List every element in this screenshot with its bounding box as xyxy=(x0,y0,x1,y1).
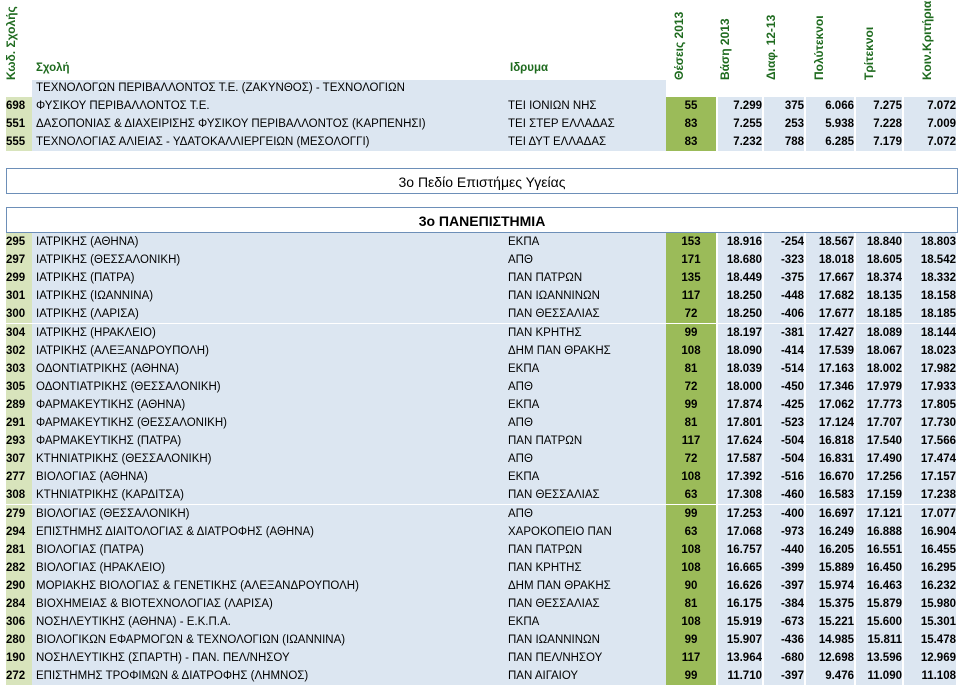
school-name-cell: ΙΑΤΡΙΚΗΣ (ΠΑΤΡΑ) xyxy=(32,269,506,287)
general-criteria-cell: 18.144 xyxy=(904,324,956,342)
multi-children-cell: 5.938 xyxy=(806,115,854,133)
multi-children-cell: 17.427 xyxy=(806,324,854,342)
three-children-cell: 7.228 xyxy=(856,115,902,133)
institution-cell: ΠΑΝ ΘΕΣΣΑΛΙΑΣ xyxy=(504,595,670,613)
school-name-cell: ΒΙΟΛΟΓΙΚΩΝ ΕΦΑΡΜΟΓΩΝ & ΤΕΧΝΟΛΟΓΙΩΝ (ΙΩΑΝΝΙΝΑ) xyxy=(32,631,506,649)
three-children-cell: 18.089 xyxy=(856,324,902,342)
table-row[interactable] xyxy=(0,432,960,450)
code-cell: 294 xyxy=(6,523,32,541)
code-cell: 302 xyxy=(6,342,32,360)
base-score-cell: 17.308 xyxy=(718,486,762,504)
difference-cell: -514 xyxy=(764,360,804,378)
difference-cell: -254 xyxy=(764,233,804,251)
institution-cell: ΠΑΝ ΚΡΗΤΗΣ xyxy=(504,559,670,577)
positions-cell: 90 xyxy=(666,577,716,595)
table-row[interactable] xyxy=(0,378,960,396)
three-children-cell: 17.121 xyxy=(856,505,902,523)
multi-children-cell: 6.066 xyxy=(806,97,854,115)
code-cell: 304 xyxy=(6,324,32,342)
school-name-cell: ΒΙΟΛΟΓΙΑΣ (ΠΑΤΡΑ) xyxy=(32,541,506,559)
multi-children-cell: 14.985 xyxy=(806,631,854,649)
base-score-cell: 18.250 xyxy=(718,305,762,323)
school-name-cell: ΟΔΟΝΤΙΑΤΡΙΚΗΣ (ΘΕΣΣΑΛΟΝΙΚΗ) xyxy=(32,378,506,396)
difference-cell: -375 xyxy=(764,269,804,287)
base-score-cell: 17.253 xyxy=(718,505,762,523)
base-score-cell: 17.624 xyxy=(718,432,762,450)
base-score-cell: 7.255 xyxy=(718,115,762,133)
three-children-cell: 15.879 xyxy=(856,595,902,613)
positions-cell: 99 xyxy=(666,667,716,685)
table-row[interactable] xyxy=(0,305,960,323)
positions-cell: 99 xyxy=(666,631,716,649)
table-row[interactable] xyxy=(0,133,960,151)
three-children-cell: 11.090 xyxy=(856,667,902,685)
positions-cell: 99 xyxy=(666,505,716,523)
base-score-cell: 18.090 xyxy=(718,342,762,360)
positions-cell: 81 xyxy=(666,595,716,613)
multi-children-cell: 17.667 xyxy=(806,269,854,287)
three-children-cell: 18.185 xyxy=(856,305,902,323)
table-row[interactable] xyxy=(0,251,960,269)
base-score-cell: 18.250 xyxy=(718,287,762,305)
school-name-cell: ΒΙΟΛΟΓΙΑΣ (ΑΘΗΝΑ) xyxy=(32,468,506,486)
header-diff: Διαφ. 12-13 xyxy=(764,14,778,80)
code-cell: 293 xyxy=(6,432,32,450)
school-name-cell: ΙΑΤΡΙΚΗΣ (ΛΑΡΙΣΑ) xyxy=(32,305,506,323)
multi-children-cell: 16.249 xyxy=(806,523,854,541)
table-row[interactable] xyxy=(0,360,960,378)
base-score-cell: 18.000 xyxy=(718,378,762,396)
three-children-cell: 15.811 xyxy=(856,631,902,649)
general-criteria-cell: 17.238 xyxy=(904,486,956,504)
school-name-line1: ΤΕΧΝΟΛΟΓΩΝ ΠΕΡΙΒΑΛΛΟΝΤΟΣ Τ.Ε. (ΖΑΚΥΝΘΟΣ) - ΤΕΧΝΟΛΟΓΙΩΝ xyxy=(32,80,506,97)
school-name-cell: ΙΑΤΡΙΚΗΣ (ΙΩΑΝΝΙΝΑ) xyxy=(32,287,506,305)
three-children-cell: 16.551 xyxy=(856,541,902,559)
base-score-cell: 16.665 xyxy=(718,559,762,577)
positions-cell: 63 xyxy=(666,523,716,541)
table-row[interactable] xyxy=(0,559,960,577)
three-children-cell: 17.490 xyxy=(856,450,902,468)
institution-cell: ΑΠΘ xyxy=(504,450,670,468)
difference-cell: 788 xyxy=(764,133,804,151)
general-criteria-cell: 17.982 xyxy=(904,360,956,378)
table-row xyxy=(0,80,960,97)
three-children-cell: 16.888 xyxy=(856,523,902,541)
three-children-cell: 17.159 xyxy=(856,486,902,504)
table-row[interactable] xyxy=(0,667,960,685)
general-criteria-cell: 18.158 xyxy=(904,287,956,305)
header-base: Βάση 2013 xyxy=(718,18,732,80)
code-cell: 299 xyxy=(6,269,32,287)
code-cell: 301 xyxy=(6,287,32,305)
three-children-cell: 17.979 xyxy=(856,378,902,396)
school-name-cell: ΒΙΟΛΟΓΙΑΣ (ΘΕΣΣΑΛΟΝΙΚΗ) xyxy=(32,505,506,523)
difference-cell: -450 xyxy=(764,378,804,396)
positions-cell: 108 xyxy=(666,559,716,577)
multi-children-cell: 6.285 xyxy=(806,133,854,151)
base-score-cell: 15.907 xyxy=(718,631,762,649)
institution-cell: ΔΗΜ ΠΑΝ ΘΡΑΚΗΣ xyxy=(504,577,670,595)
school-name-cell: ΕΠΙΣΤΗΜΗΣ ΔΙΑΙΤΟΛΟΓΙΑΣ & ΔΙΑΤΡΟΦΗΣ (ΑΘΗΝΑ) xyxy=(32,523,506,541)
difference-cell: -414 xyxy=(764,342,804,360)
table-row[interactable] xyxy=(0,396,960,414)
general-criteria-cell: 17.566 xyxy=(904,432,956,450)
table-row[interactable] xyxy=(0,631,960,649)
general-criteria-cell: 12.969 xyxy=(904,649,956,667)
table-row[interactable] xyxy=(0,233,960,251)
school-name-cell: ΜΟΡΙΑΚΗΣ ΒΙΟΛΟΓΙΑΣ & ΓΕΝΕΤΙΚΗΣ (ΑΛΕΞΑΝΔΡΟΥΠΟΛΗ) xyxy=(32,577,506,595)
general-criteria-cell: 18.023 xyxy=(904,342,956,360)
multi-children-cell: 15.889 xyxy=(806,559,854,577)
institution-cell: ΠΑΝ ΠΑΤΡΩΝ xyxy=(504,432,670,450)
table-row[interactable] xyxy=(0,468,960,486)
general-criteria-cell: 17.933 xyxy=(904,378,956,396)
multi-children-cell: 12.698 xyxy=(806,649,854,667)
code-cell: 308 xyxy=(6,486,32,504)
institution-cell: ΤΕΙ ΣΤΕΡ ΕΛΛΑΔΑΣ xyxy=(504,115,670,133)
school-name-cell: ΕΠΙΣΤΗΜΗΣ ΤΡΟΦΙΜΩΝ & ΔΙΑΤΡΟΦΗΣ (ΛΗΜΝΟΣ) xyxy=(32,667,506,685)
code-cell: 289 xyxy=(6,396,32,414)
school-name-cell: ΦΥΣΙΚΟΥ ΠΕΡΙΒΑΛΛΟΝΤΟΣ Τ.Ε. xyxy=(32,97,506,115)
school-name-cell: ΒΙΟΛΟΓΙΑΣ (ΗΡΑΚΛΕΙΟ) xyxy=(32,559,506,577)
multi-children-cell: 18.567 xyxy=(806,233,854,251)
difference-cell: -323 xyxy=(764,251,804,269)
code-cell: 290 xyxy=(6,577,32,595)
general-criteria-cell: 18.542 xyxy=(904,251,956,269)
difference-cell: -448 xyxy=(764,287,804,305)
three-children-cell: 18.605 xyxy=(856,251,902,269)
header-triple: Τρίτεκνοι xyxy=(862,26,876,80)
institution-cell: ΑΠΘ xyxy=(504,378,670,396)
code-cell: 551 xyxy=(6,115,32,133)
school-name-cell: ΒΙΟΧΗΜΕΙΑΣ & ΒΙΟΤΕΧΝΟΛΟΓΙΑΣ (ΛΑΡΙΣΑ) xyxy=(32,595,506,613)
positions-cell: 135 xyxy=(666,269,716,287)
difference-cell: 375 xyxy=(764,97,804,115)
difference-cell: -460 xyxy=(764,486,804,504)
multi-children-cell: 17.539 xyxy=(806,342,854,360)
multi-children-cell: 15.974 xyxy=(806,577,854,595)
base-score-cell: 18.197 xyxy=(718,324,762,342)
multi-children-cell: 16.205 xyxy=(806,541,854,559)
section-field-title: 3ο Πεδίο Επιστήμες Υγείας xyxy=(6,168,958,194)
difference-cell: -673 xyxy=(764,613,804,631)
header-code: Κωδ. Σχολής xyxy=(4,6,18,80)
positions-cell: 55 xyxy=(666,97,716,115)
multi-children-cell: 16.818 xyxy=(806,432,854,450)
positions-cell: 117 xyxy=(666,287,716,305)
difference-cell: -440 xyxy=(764,541,804,559)
general-criteria-cell: 15.980 xyxy=(904,595,956,613)
difference-cell: 253 xyxy=(764,115,804,133)
school-name-cell: ΙΑΤΡΙΚΗΣ (ΘΕΣΣΑΛΟΝΙΚΗ) xyxy=(32,251,506,269)
institution-cell: ΠΑΝ ΙΩΑΝΝΙΝΩΝ xyxy=(504,287,670,305)
positions-cell: 108 xyxy=(666,468,716,486)
general-criteria-cell: 17.474 xyxy=(904,450,956,468)
table-row[interactable] xyxy=(0,486,960,504)
code-cell: 281 xyxy=(6,541,32,559)
general-criteria-cell: 17.077 xyxy=(904,505,956,523)
school-name-cell: ΚΤΗΝΙΑΤΡΙΚΗΣ (ΘΕΣΣΑΛΟΝΙΚΗ) xyxy=(32,450,506,468)
base-score-cell: 17.874 xyxy=(718,396,762,414)
base-score-cell: 16.757 xyxy=(718,541,762,559)
general-criteria-cell: 16.904 xyxy=(904,523,956,541)
multi-children-cell: 17.124 xyxy=(806,414,854,432)
table-row[interactable] xyxy=(0,287,960,305)
code-cell: 295 xyxy=(6,233,32,251)
table-row[interactable] xyxy=(0,115,960,133)
institution-cell: ΠΑΝ ΠΑΤΡΩΝ xyxy=(504,269,670,287)
table-row[interactable] xyxy=(0,414,960,432)
base-score-cell: 13.964 xyxy=(718,649,762,667)
code-cell: 277 xyxy=(6,468,32,486)
institution-cell: ΠΑΝ ΚΡΗΤΗΣ xyxy=(504,324,670,342)
table-row[interactable] xyxy=(0,523,960,541)
base-score-cell: 7.232 xyxy=(718,133,762,151)
institution-cell: ΕΚΠΑ xyxy=(504,396,670,414)
general-criteria-cell: 11.108 xyxy=(904,667,956,685)
difference-cell: -436 xyxy=(764,631,804,649)
positions-cell: 72 xyxy=(666,305,716,323)
base-score-cell: 17.392 xyxy=(718,468,762,486)
institution-cell: ΠΑΝ ΘΕΣΣΑΛΙΑΣ xyxy=(504,305,670,323)
institution-cell: ΔΗΜ ΠΑΝ ΘΡΑΚΗΣ xyxy=(504,342,670,360)
multi-children-cell: 17.677 xyxy=(806,305,854,323)
table-row[interactable] xyxy=(0,450,960,468)
table-row[interactable] xyxy=(0,97,960,115)
general-criteria-cell: 17.805 xyxy=(904,396,956,414)
base-score-cell: 17.587 xyxy=(718,450,762,468)
base-score-cell: 11.710 xyxy=(718,667,762,685)
school-name-cell: ΔΑΣΟΠΟΝΙΑΣ & ΔΙΑΧΕΙΡΙΣΗΣ ΦΥΣΙΚΟΥ ΠΕΡΙΒΑΛΛΟΝΤΟΣ (ΚΑΡΠΕΝΗΣΙ) xyxy=(32,115,506,133)
code-cell: 282 xyxy=(6,559,32,577)
table-row[interactable] xyxy=(0,613,960,631)
institution-cell: ΧΑΡΟΚΟΠΕΙΟ ΠΑΝ xyxy=(504,523,670,541)
general-criteria-cell: 18.332 xyxy=(904,269,956,287)
positions-cell: 83 xyxy=(666,133,716,151)
general-criteria-cell: 7.072 xyxy=(904,97,956,115)
multi-children-cell: 15.375 xyxy=(806,595,854,613)
difference-cell: -381 xyxy=(764,324,804,342)
institution-cell: ΠΑΝ ΠΑΤΡΩΝ xyxy=(504,541,670,559)
base-score-cell: 7.299 xyxy=(718,97,762,115)
code-cell: 303 xyxy=(6,360,32,378)
multi-children-cell: 17.346 xyxy=(806,378,854,396)
general-criteria-cell: 16.232 xyxy=(904,577,956,595)
institution-cell: ΕΚΠΑ xyxy=(504,233,670,251)
general-criteria-cell: 15.301 xyxy=(904,613,956,631)
multi-children-cell: 18.018 xyxy=(806,251,854,269)
general-criteria-cell: 16.455 xyxy=(904,541,956,559)
difference-cell: -406 xyxy=(764,305,804,323)
multi-children-cell: 17.682 xyxy=(806,287,854,305)
three-children-cell: 18.135 xyxy=(856,287,902,305)
code-cell: 307 xyxy=(6,450,32,468)
header-general: Κοιν.Κριτήρια xyxy=(920,0,934,80)
positions-cell: 153 xyxy=(666,233,716,251)
school-name-cell: ΦΑΡΜΑΚΕΥΤΙΚΗΣ (ΑΘΗΝΑ) xyxy=(32,396,506,414)
institution-cell: ΤΕΙ ΔΥΤ ΕΛΛΑΔΑΣ xyxy=(504,133,670,151)
base-score-cell: 17.068 xyxy=(718,523,762,541)
multi-children-cell: 17.163 xyxy=(806,360,854,378)
school-name-cell: ΤΕΧΝΟΛΟΓΙΑΣ ΑΛΙΕΙΑΣ - ΥΔΑΤΟΚΑΛΛΙΕΡΓΕΙΩΝ (ΜΕΣΟΛΟΓΓΙ) xyxy=(32,133,506,151)
base-score-cell: 18.680 xyxy=(718,251,762,269)
header-positions: Θέσεις 2013 xyxy=(672,11,686,80)
positions-cell: 99 xyxy=(666,324,716,342)
difference-cell: -400 xyxy=(764,505,804,523)
table-header xyxy=(0,0,960,80)
school-name-cell: ΦΑΡΜΑΚΕΥΤΙΚΗΣ (ΠΑΤΡΑ) xyxy=(32,432,506,450)
base-score-cell: 18.449 xyxy=(718,269,762,287)
positions-cell: 108 xyxy=(666,342,716,360)
general-criteria-cell: 16.295 xyxy=(904,559,956,577)
difference-cell: -504 xyxy=(764,450,804,468)
difference-cell: -680 xyxy=(764,649,804,667)
difference-cell: -516 xyxy=(764,468,804,486)
difference-cell: -425 xyxy=(764,396,804,414)
header-multi: Πολύτεκνοι xyxy=(812,15,826,80)
code-cell: 306 xyxy=(6,613,32,631)
institution-cell: ΑΠΘ xyxy=(504,251,670,269)
institution-cell: ΠΑΝ ΑΙΓΑΙΟΥ xyxy=(504,667,670,685)
code-cell: 305 xyxy=(6,378,32,396)
three-children-cell: 15.600 xyxy=(856,613,902,631)
three-children-cell: 18.002 xyxy=(856,360,902,378)
institution-cell: ΕΚΠΑ xyxy=(504,613,670,631)
three-children-cell: 18.374 xyxy=(856,269,902,287)
three-children-cell: 17.773 xyxy=(856,396,902,414)
positions-cell: 83 xyxy=(666,115,716,133)
three-children-cell: 18.067 xyxy=(856,342,902,360)
positions-cell: 81 xyxy=(666,360,716,378)
multi-children-cell: 9.476 xyxy=(806,667,854,685)
institution-cell: ΕΚΠΑ xyxy=(504,468,670,486)
multi-children-cell: 15.221 xyxy=(806,613,854,631)
table-row[interactable] xyxy=(0,342,960,360)
three-children-cell: 17.707 xyxy=(856,414,902,432)
general-criteria-cell: 17.730 xyxy=(904,414,956,432)
three-children-cell: 16.463 xyxy=(856,577,902,595)
general-criteria-cell: 18.185 xyxy=(904,305,956,323)
code-cell: 190 xyxy=(6,649,32,667)
three-children-cell: 7.275 xyxy=(856,97,902,115)
three-children-cell: 13.596 xyxy=(856,649,902,667)
school-name-cell: ΟΔΟΝΤΙΑΤΡΙΚΗΣ (ΑΘΗΝΑ) xyxy=(32,360,506,378)
code-cell: 291 xyxy=(6,414,32,432)
table-row[interactable] xyxy=(0,269,960,287)
difference-cell: -523 xyxy=(764,414,804,432)
institution-cell: ΠΑΝ ΙΩΑΝΝΙΝΩΝ xyxy=(504,631,670,649)
table-row[interactable] xyxy=(0,324,960,342)
institution-cell: ΑΠΘ xyxy=(504,414,670,432)
code-cell: 279 xyxy=(6,505,32,523)
three-children-cell: 16.450 xyxy=(856,559,902,577)
general-criteria-cell: 18.803 xyxy=(904,233,956,251)
table-row[interactable] xyxy=(0,595,960,613)
multi-children-cell: 16.831 xyxy=(806,450,854,468)
institution-cell: ΤΕΙ ΙΟΝΙΩΝ ΝΗΣ xyxy=(504,97,670,115)
positions-cell: 108 xyxy=(666,541,716,559)
multi-children-cell: 16.583 xyxy=(806,486,854,504)
code-cell: 555 xyxy=(6,133,32,151)
school-name-cell: ΙΑΤΡΙΚΗΣ (ΗΡΑΚΛΕΙΟ) xyxy=(32,324,506,342)
code-cell: 272 xyxy=(6,667,32,685)
school-name-cell: ΚΤΗΝΙΑΤΡΙΚΗΣ (ΚΑΡΔΙΤΣΑ) xyxy=(32,486,506,504)
positions-cell: 117 xyxy=(666,432,716,450)
difference-cell: -973 xyxy=(764,523,804,541)
institution-cell: ΠΑΝ ΠΕΛ/ΝΗΣΟΥ xyxy=(504,649,670,667)
school-name-cell: ΦΑΡΜΑΚΕΥΤΙΚΗΣ (ΘΕΣΣΑΛΟΝΙΚΗ) xyxy=(32,414,506,432)
positions-cell: 108 xyxy=(666,613,716,631)
general-criteria-cell: 17.157 xyxy=(904,468,956,486)
header-school: Σχολή xyxy=(36,62,70,74)
school-name-cell: ΝΟΣΗΛΕΥΤΙΚΗΣ (ΣΠΑΡΤΗ) - ΠΑΝ. ΠΕΛ/ΝΗΣΟΥ xyxy=(32,649,506,667)
general-criteria-cell: 7.009 xyxy=(904,115,956,133)
institution-cell: ΑΠΘ xyxy=(504,505,670,523)
three-children-cell: 7.179 xyxy=(856,133,902,151)
table-row[interactable] xyxy=(0,577,960,595)
positions-cell: 72 xyxy=(666,378,716,396)
section-university-title: 3ο ΠΑΝΕΠΙΣΤΗΜΙΑ xyxy=(6,207,958,233)
positions-cell: 99 xyxy=(666,396,716,414)
school-name-cell: ΙΑΤΡΙΚΗΣ (ΑΘΗΝΑ) xyxy=(32,233,506,251)
general-criteria-cell: 15.478 xyxy=(904,631,956,649)
base-score-cell: 16.626 xyxy=(718,577,762,595)
difference-cell: -384 xyxy=(764,595,804,613)
code-cell: 300 xyxy=(6,305,32,323)
code-cell: 280 xyxy=(6,631,32,649)
header-institution: Ιδρυμα xyxy=(510,62,549,74)
multi-children-cell: 16.697 xyxy=(806,505,854,523)
code-cell: 297 xyxy=(6,251,32,269)
institution-cell: ΕΚΠΑ xyxy=(504,360,670,378)
three-children-cell: 18.840 xyxy=(856,233,902,251)
table-row[interactable] xyxy=(0,505,960,523)
positions-cell: 117 xyxy=(666,649,716,667)
institution-cell: ΠΑΝ ΘΕΣΣΑΛΙΑΣ xyxy=(504,486,670,504)
base-score-cell: 18.916 xyxy=(718,233,762,251)
difference-cell: -399 xyxy=(764,559,804,577)
base-score-cell: 18.039 xyxy=(718,360,762,378)
three-children-cell: 17.540 xyxy=(856,432,902,450)
multi-children-cell: 17.062 xyxy=(806,396,854,414)
positions-cell: 81 xyxy=(666,414,716,432)
table-row[interactable] xyxy=(0,541,960,559)
difference-cell: -504 xyxy=(764,432,804,450)
code-cell: 284 xyxy=(6,595,32,613)
base-score-cell: 15.919 xyxy=(718,613,762,631)
difference-cell: -397 xyxy=(764,667,804,685)
school-name-cell: ΙΑΤΡΙΚΗΣ (ΑΛΕΞΑΝΔΡΟΥΠΟΛΗ) xyxy=(32,342,506,360)
positions-cell: 63 xyxy=(666,486,716,504)
general-criteria-cell: 7.072 xyxy=(904,133,956,151)
base-score-cell: 17.801 xyxy=(718,414,762,432)
school-name-cell: ΝΟΣΗΛΕΥΤΙΚΗΣ (ΑΘΗΝΑ) - Ε.Κ.Π.Α. xyxy=(32,613,506,631)
table-row[interactable] xyxy=(0,649,960,667)
difference-cell: -397 xyxy=(764,577,804,595)
three-children-cell: 17.256 xyxy=(856,468,902,486)
positions-cell: 72 xyxy=(666,450,716,468)
multi-children-cell: 16.670 xyxy=(806,468,854,486)
base-score-cell: 16.175 xyxy=(718,595,762,613)
code-cell: 698 xyxy=(6,97,32,115)
positions-cell: 171 xyxy=(666,251,716,269)
